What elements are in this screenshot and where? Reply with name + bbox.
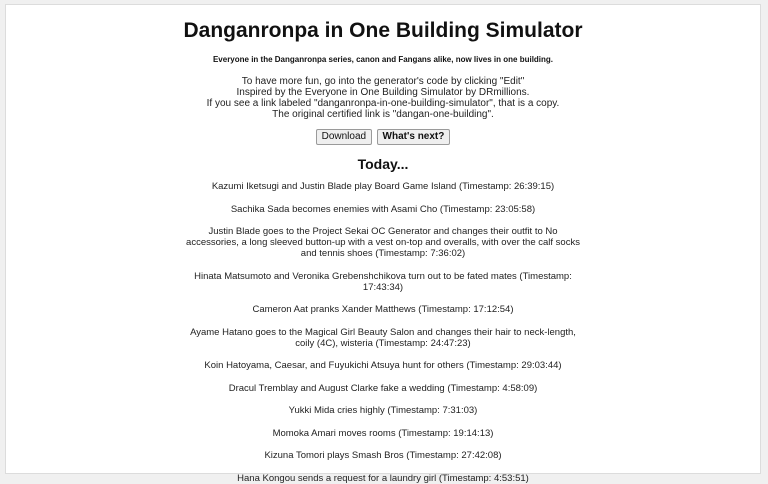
info-line-edit-hint: To have more fun, go into the generator's code by clicking "Edit" [241,76,525,87]
event-item: Dracul Tremblay and August Clarke fake a wedding (Timestamp: 4:58:09) [228,382,538,394]
event-list [183,181,583,484]
download-button[interactable]: Download [316,129,372,145]
event-item: Momoka Amari moves rooms (Timestamp: 19:14:13) [272,427,494,439]
page-container [5,4,761,484]
info-line-copy-warning: If you see a link labeled "danganronpa-in-one-building-simulator", that is a copy. [206,98,560,109]
event-item: Cameron Aat pranks Xander Matthews (Timestamp: 17:12:54) [252,304,514,315]
event-item: Hana Kongou sends a request for a laundry girl (Timestamp: 4:53:51) [237,472,529,484]
info-line-inspiration: Inspired by the Everyone in One Building Simulator by DRmillions. [236,87,530,98]
event-item: Ayame Hatano goes to the Magical Girl Beauty Salon and changes their hair to neck-length, coily (4C), wisteria (Timestamp: 24:47:23) [190,326,576,349]
event-item: Kazumi Iketsugi and Justin Blade play Board Game Island (Timestamp: 26:39:15) [211,181,555,192]
page-title: Danganronpa in One Building Simulator [183,19,583,42]
page-subtitle: Everyone in the Danganronpa series, canon and Fangans alike, now lives in one building. [212,55,554,64]
section-heading-today: Today... [357,156,409,172]
event-item: Yukki Mida cries highly (Timestamp: 7:31:03) [288,405,478,416]
event-item: Hinata Matsumoto and Veronika Grebenshchikova turn out to be fated mates (Timestamp: 17:43:34) [194,270,572,293]
event-item: Koin Hatoyama, Caesar, and Fuyukichi Atsuya hunt for others (Timestamp: 29:03:44) [204,360,562,371]
event-item: Kizuna Tomori plays Smash Bros (Timestamp: 27:42:08) [264,450,502,461]
button-row [6,129,760,145]
whats-next-button[interactable]: What's next? [377,129,451,145]
info-line-original-link: The original certified link is "dangan-one-building". [272,109,494,120]
event-item: Justin Blade goes to the Project Sekai OC Generator and changes their outfit to No accessories, a long sleeved button-up with a vest on-top and overalls, with over the calf socks and tennis shoes (Timestamp: 7:36:02) [186,226,580,259]
info-block [6,76,760,120]
event-item: Sachika Sada becomes enemies with Asami Cho (Timestamp: 23:05:58) [230,203,536,215]
